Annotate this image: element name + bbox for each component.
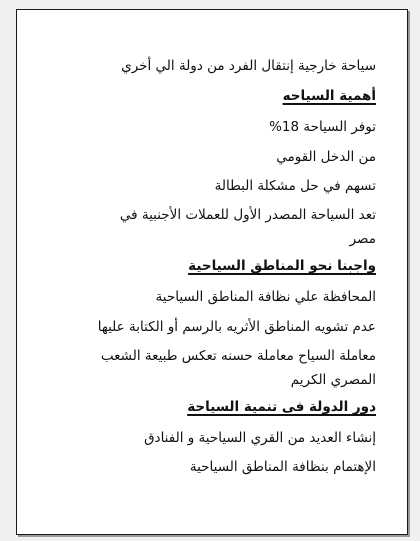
duty-line-4: المصري الكريم: [290, 372, 376, 388]
section-heading-tourism-importance: أهمية السياحه: [282, 88, 376, 104]
importance-line-2: من الدخل القومي: [276, 149, 376, 165]
duty-line-2: عدم تشويه المناطق الأثريه بالرسم أو الكتابة عليها: [97, 319, 376, 335]
duty-line-3: معاملة السياح معاملة حسنه تعكس طبيعة الشعب: [100, 348, 376, 364]
importance-line-5: مصر: [349, 231, 376, 247]
document-page: [16, 9, 408, 535]
importance-line-3: تسهم في حل مشكلة البطالة: [214, 178, 376, 194]
state-role-line-1: إنشاء العديد من القري السياحية و الفنادق: [144, 430, 376, 446]
duty-line-1: المحافظة علي نظافة المناطق السياحية: [155, 289, 376, 305]
definition-line: سياحة خارجية إنتقال الفرد من دولة الي أخري: [121, 58, 376, 74]
section-heading-our-duty: واجبنا نحو المناطق السياحية: [188, 258, 376, 274]
state-role-line-2: الإهتمام بنظافة المناطق السياحية: [189, 459, 376, 475]
section-heading-state-role: دور الدولة فى تنمية السياحة: [187, 399, 376, 415]
importance-line-1: توفر السياحة 18%: [269, 119, 376, 135]
importance-line-4: تعد السياحة المصدر الأول للعملات الأجنبية في: [119, 207, 376, 223]
